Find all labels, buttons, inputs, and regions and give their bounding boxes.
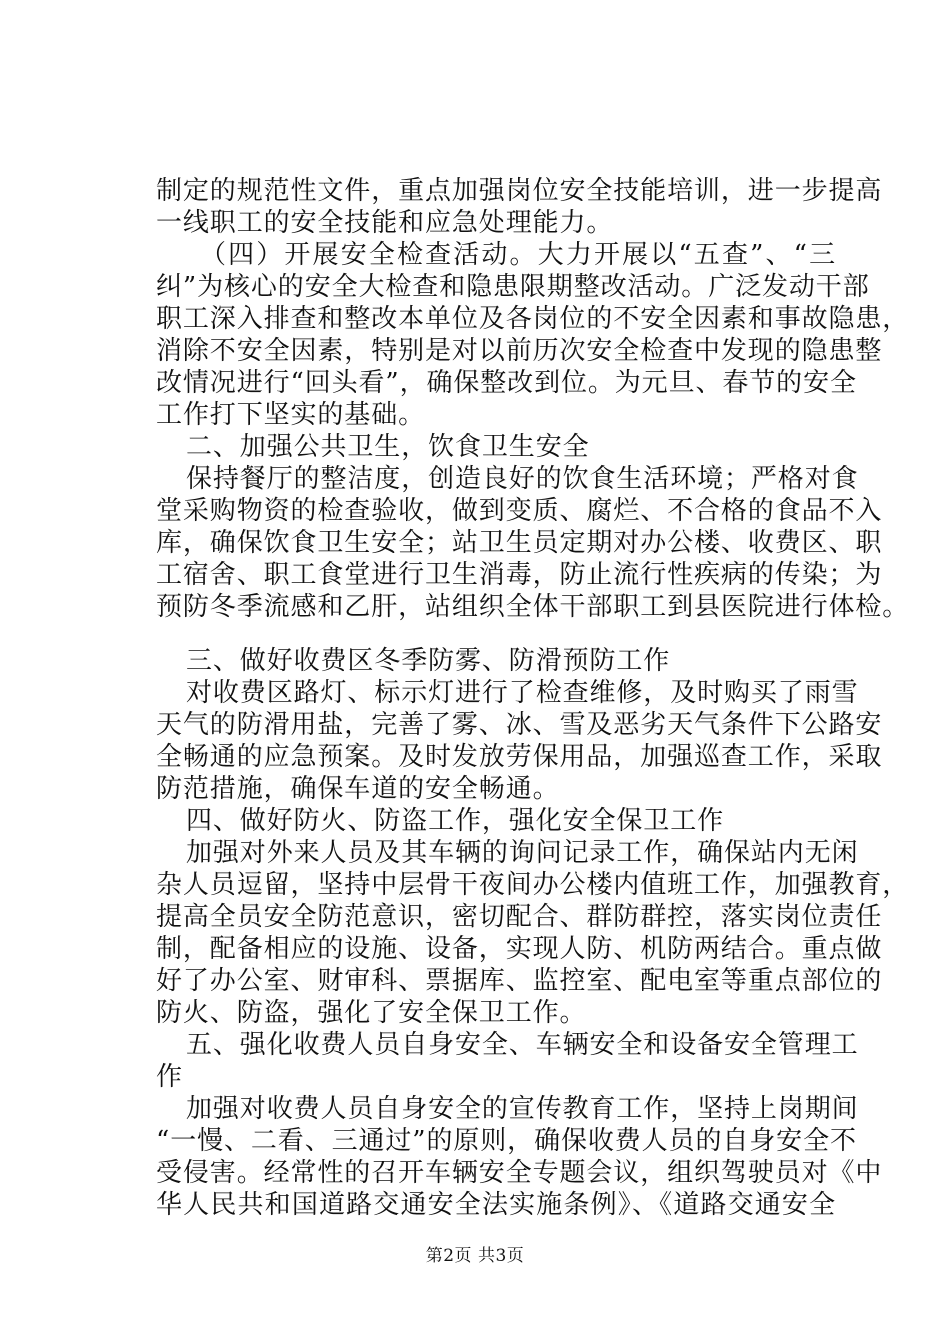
paragraph-line: 工宿舍、职工食堂进行卫生消毒，防止流行性疾病的传染；为 — [156, 560, 883, 590]
section-heading: 三、做好收费区冬季防雾、防滑预防工作 — [186, 646, 671, 676]
paragraph-line: 受侵害。经常性的召开车辆安全专题会议，组织驾驶员对《中 — [156, 1158, 883, 1188]
paragraph-line: 杂人员逗留，坚持中层骨干夜间办公楼内值班工作，加强教育， — [156, 870, 910, 900]
paragraph-line: 职工深入排查和整改本单位及各岗位的不安全因素和事故隐患， — [156, 304, 910, 334]
paragraph-line: 堂采购物资的检查验收，做到变质、腐烂、不合格的食品不入 — [156, 496, 883, 526]
paragraph-line: 好了办公室、财审科、票据库、监控室、配电室等重点部位的 — [156, 966, 883, 996]
paragraph-line: 制定的规范性文件，重点加强岗位安全技能培训，进一步提高 — [156, 176, 883, 206]
paragraph-line: 提高全员安全防范意识，密切配合、群防群控，落实岗位责任 — [156, 902, 883, 932]
section-heading: 作 — [156, 1062, 183, 1092]
paragraph-line: （四）开展安全检查活动。大力开展以“五查”、“三 — [200, 240, 836, 270]
section-heading: 二、加强公共卫生，饮食卫生安全 — [186, 432, 590, 462]
paragraph-line: 保持餐厅的整洁度，创造良好的饮食生活环境；严格对食 — [186, 464, 859, 494]
paragraph-line: 防火、防盗，强化了安全保卫工作。 — [156, 998, 587, 1028]
paragraph-line: 预防冬季流感和乙肝，站组织全体干部职工到县医院进行体检。 — [156, 592, 910, 622]
section-heading: 四、做好防火、防盗工作，强化安全保卫工作 — [186, 806, 725, 836]
paragraph-line: 全畅通的应急预案。及时发放劳保用品，加强巡查工作，采取 — [156, 742, 883, 772]
paragraph-line: 防范措施，确保车道的安全畅通。 — [156, 774, 560, 804]
paragraph-line: 加强对收费人员自身安全的宣传教育工作，坚持上岗期间 — [186, 1094, 859, 1124]
paragraph-line: 改情况进行“回头看”，确保整改到位。为元旦、春节的安全 — [156, 368, 857, 398]
paragraph-line: 工作打下坚实的基础。 — [156, 400, 426, 430]
section-heading: 五、强化收费人员自身安全、车辆安全和设备安全管理工 — [186, 1030, 859, 1060]
paragraph-line: “一慢、二看、三通过”的原则，确保收费人员的自身安全不 — [156, 1126, 857, 1156]
page-number-footer: 第2页 共3页 — [425, 1246, 525, 1266]
paragraph-line: 制，配备相应的设施、设备，实现人防、机防两结合。重点做 — [156, 934, 883, 964]
paragraph-line: 加强对外来人员及其车辆的询问记录工作，确保站内无闲 — [186, 838, 859, 868]
paragraph-line: 纠”为核心的安全大检查和隐患限期整改活动。广泛发动干部 — [156, 272, 870, 302]
paragraph-line: 消除不安全因素，特别是对以前历次安全检查中发现的隐患整 — [156, 336, 883, 366]
paragraph-line: 一线职工的安全技能和应急处理能力。 — [156, 208, 614, 238]
paragraph-line: 对收费区路灯、标示灯进行了检查维修，及时购买了雨雪 — [186, 678, 859, 708]
paragraph-line: 库，确保饮食卫生安全；站卫生员定期对办公楼、收费区、职 — [156, 528, 883, 558]
paragraph-line: 天气的防滑用盐，完善了雾、冰、雪及恶劣天气条件下公路安 — [156, 710, 883, 740]
paragraph-line: 华人民共和国道路交通安全法实施条例》、《道路交通安全 — [156, 1190, 836, 1220]
